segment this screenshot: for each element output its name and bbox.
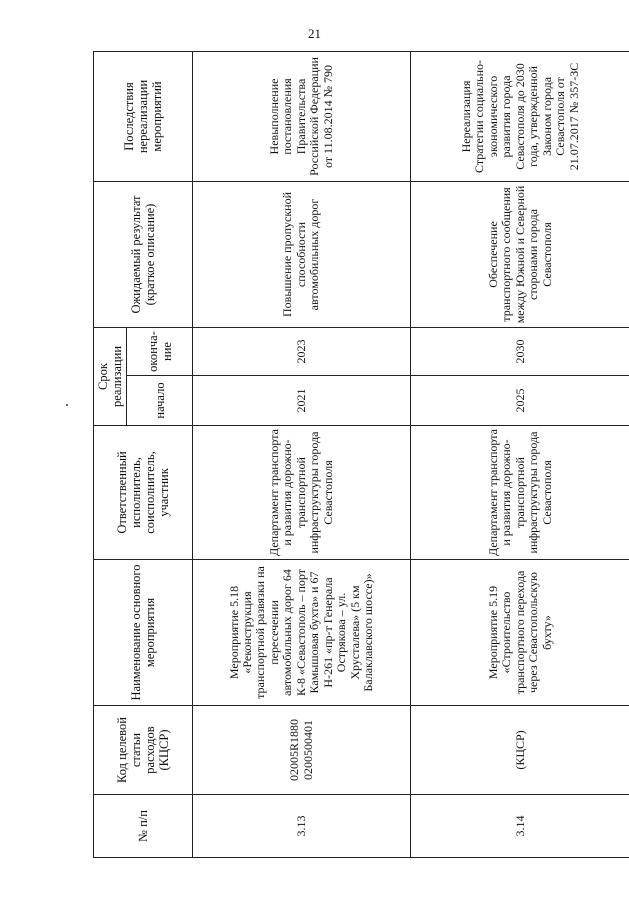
row-end: 2030 — [411, 327, 629, 375]
header-consequences: Последствия нереализации мероприятий — [94, 51, 193, 181]
row-end: 2023 — [193, 327, 411, 375]
row-result: Обеспечение транспортного сообщения между Южной и Северной сторонами города Севастополя — [411, 181, 629, 327]
row-responsible: Департамент транспорта и развития дорожно-транспортной инфраструктуры города Севастополя — [193, 426, 411, 560]
table-row — [193, 51, 411, 857]
header-term: Срок реализации — [94, 327, 127, 425]
row-code: 02005R1880 0200500401 — [193, 706, 411, 795]
row-result: Повышение пропускной способности автомобильных дорог — [193, 181, 411, 327]
header-end: оконча-ние — [127, 327, 193, 375]
row-num: 3.14 — [411, 795, 629, 858]
header-num: № п/п — [94, 795, 193, 858]
row-start: 2025 — [411, 376, 629, 426]
header-name: Наименование основного мероприятия — [94, 560, 193, 706]
row-code: (КЦСР) — [411, 706, 629, 795]
table-row — [411, 51, 629, 857]
row-responsible: Департамент транспорта и развития дорожно-транспортной инфраструктуры города Севастополя — [411, 426, 629, 560]
page-number: 21 — [308, 26, 321, 41]
header-code: Код целевой статьи расходов (КЦСР) — [94, 706, 193, 795]
header-result: Ожидаемый результат (краткое описание) — [94, 181, 193, 327]
row-consequences: Нереализация Стратегии социально-экономического развития города Севастополя до 2030 года, утвержденной Законом города Севастополя от 21.07.2017 № 357-ЗС — [411, 51, 629, 181]
row-consequences: Невыполнение постановления Правительства Российской Федерации от 11.08.2014 № 790 — [193, 51, 411, 181]
row-name: Мероприятие 5.19 «Строительство транспортного перехода через Севастопольскую бухту» — [411, 560, 629, 706]
row-start: 2021 — [193, 376, 411, 426]
rotated-table-wrapper — [93, 52, 627, 858]
scan-speck — [66, 404, 68, 406]
measures-table — [93, 51, 629, 858]
header-start: начало — [127, 376, 193, 426]
row-name: Мероприятие 5.18 «Реконструкция транспортной развязки на пересечении автомобильных дорог 64 К-8 «Севастополь – порт Камышовая бухта» и 67 Н-261 «пр-т Генерала Острякова – ул. Хрусталева» (5 км Балаклавского шоссе)» — [193, 560, 411, 706]
row-num: 3.13 — [193, 795, 411, 858]
header-responsible: Ответственный исполнитель, соисполнитель, участник — [94, 426, 193, 560]
